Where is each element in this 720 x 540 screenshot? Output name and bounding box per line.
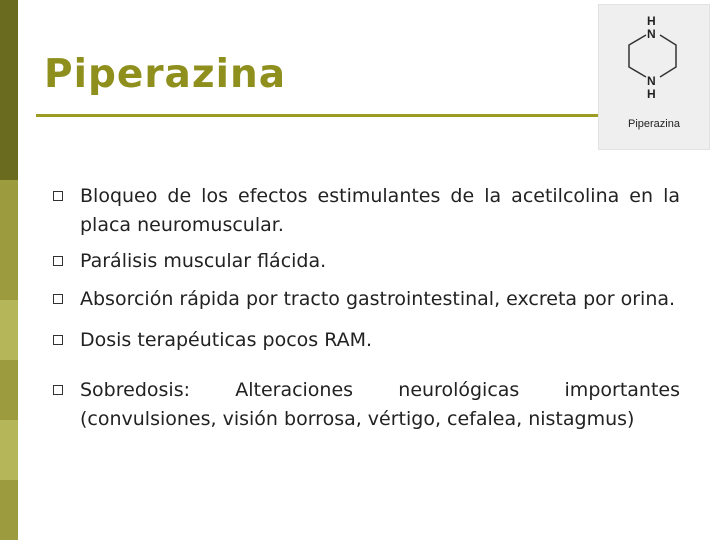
bullet-text: Bloqueo de los efectos estimulantes de la acetilcolina en la placa neuromuscular.: [80, 185, 680, 236]
square-bullet-icon: [53, 294, 63, 304]
ring-bond: [660, 35, 676, 77]
bullet-text: Dosis terapéuticas pocos RAM.: [80, 329, 373, 351]
bullet-text: Absorción rápida por tracto gastrointestinal, excreta por orina.: [80, 288, 676, 310]
square-bullet-icon: [53, 191, 63, 201]
square-bullet-icon: [53, 335, 63, 345]
bullet-item: [52, 182, 680, 240]
square-bullet-icon: [53, 256, 63, 266]
atom-label: N: [647, 27, 656, 41]
title-underline: [36, 114, 610, 117]
square-bullet-icon: [53, 385, 63, 395]
bullet-list: [52, 182, 680, 434]
atom-label: N: [647, 74, 656, 88]
structure-caption: Piperazina: [628, 118, 680, 130]
bullet-item: [52, 326, 680, 355]
atom-label: H: [647, 87, 656, 101]
bullet-item: [52, 376, 680, 434]
sidebar-stripe-segment: [0, 300, 18, 360]
ring-bond: [629, 35, 646, 77]
atom-label: H: [647, 14, 656, 28]
sidebar-stripe-top: [0, 0, 18, 180]
sidebar-stripe-bottom: [0, 180, 18, 540]
bullet-item: [52, 285, 680, 314]
bullet-item: [52, 247, 680, 276]
bullet-text: Parálisis muscular flácida.: [80, 250, 327, 272]
piperazine-structure-image: [598, 4, 710, 150]
slide-title: Piperazina: [44, 52, 287, 97]
sidebar-stripe-segment: [0, 420, 18, 480]
bullet-text: Sobredosis: Alteraciones neurológicas importantes (convulsiones, visión borrosa, vértigo, cefalea, nistagmus): [80, 379, 680, 430]
